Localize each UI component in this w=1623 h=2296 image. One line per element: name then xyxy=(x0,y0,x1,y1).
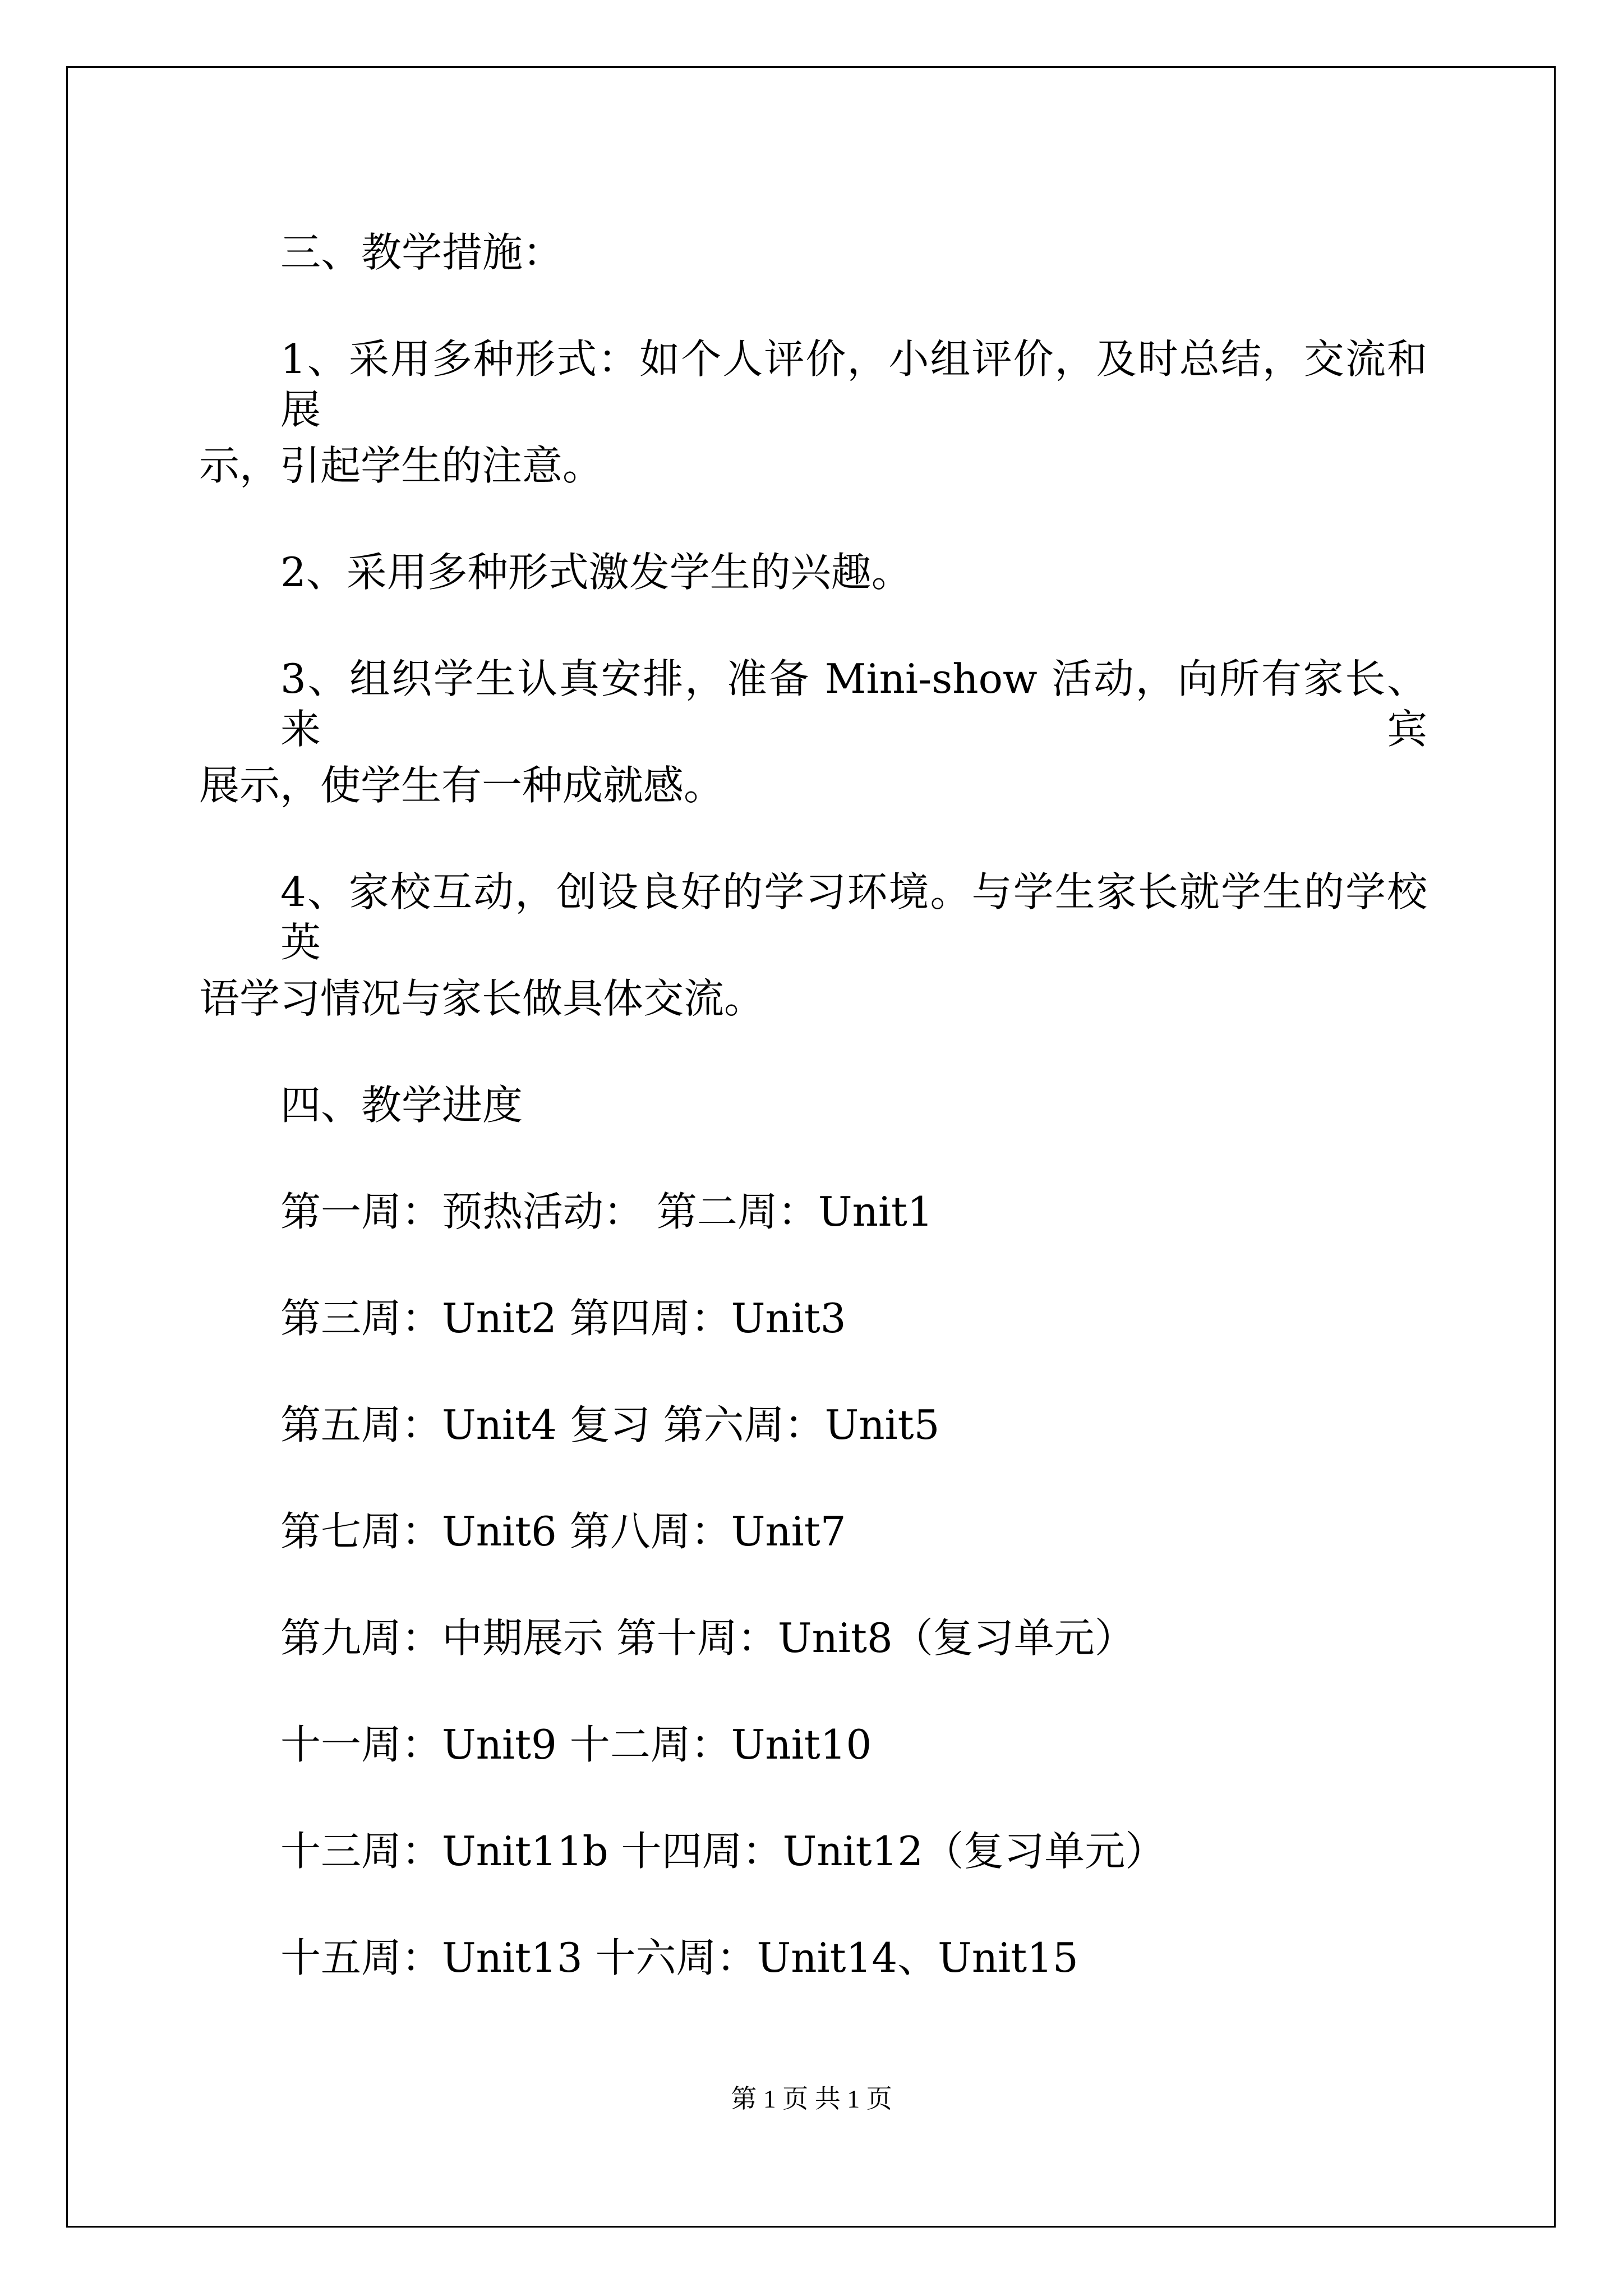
section-heading-schedule: 四、教学进度 xyxy=(280,1082,523,1129)
measure-item-3-line-2: 展示，使学生有一种成就感。 xyxy=(199,762,725,809)
measure-item-2: 2、采用多种形式激发学生的兴趣。 xyxy=(280,549,912,596)
measure-item-3-line-1: 3、组织学生认真安排，准备 Mini-show 活动，向所有家长、来宾 xyxy=(280,655,1427,753)
schedule-row: 第九周：中期展示 第十周：Unit8（复习单元） xyxy=(280,1614,1135,1662)
section-heading-measures: 三、教学措施： xyxy=(280,229,564,276)
schedule-row: 十三周：Unit11b 十四周：Unit12（复习单元） xyxy=(280,1828,1166,1875)
schedule-row: 十五周：Unit13 十六周：Unit14、Unit15 xyxy=(280,1934,1078,1981)
schedule-row: 十一周：Unit9 十二周：Unit10 xyxy=(280,1721,872,1768)
measure-item-1-line-2: 示，引起学生的注意。 xyxy=(199,442,603,489)
measure-item-4-line-1: 4、家校互动，创设良好的学习环境。与学生家长就学生的学校英 xyxy=(280,868,1427,966)
schedule-row: 第三周：Unit2 第四周：Unit3 xyxy=(280,1295,846,1342)
page-number-footer: 第 1 页 共 1 页 xyxy=(731,2085,892,2113)
schedule-row: 第五周：Unit4 复习 第六周：Unit5 xyxy=(280,1401,940,1448)
schedule-row: 第七周：Unit6 第八周：Unit7 xyxy=(280,1508,846,1555)
measure-item-4-line-2: 语学习情况与家长做具体交流。 xyxy=(199,975,765,1022)
schedule-row: 第一周：预热活动： 第二周：Unit1 xyxy=(280,1188,933,1235)
measure-item-1-line-1: 1、采用多种形式：如个人评价，小组评价，及时总结，交流和展 xyxy=(280,335,1427,433)
